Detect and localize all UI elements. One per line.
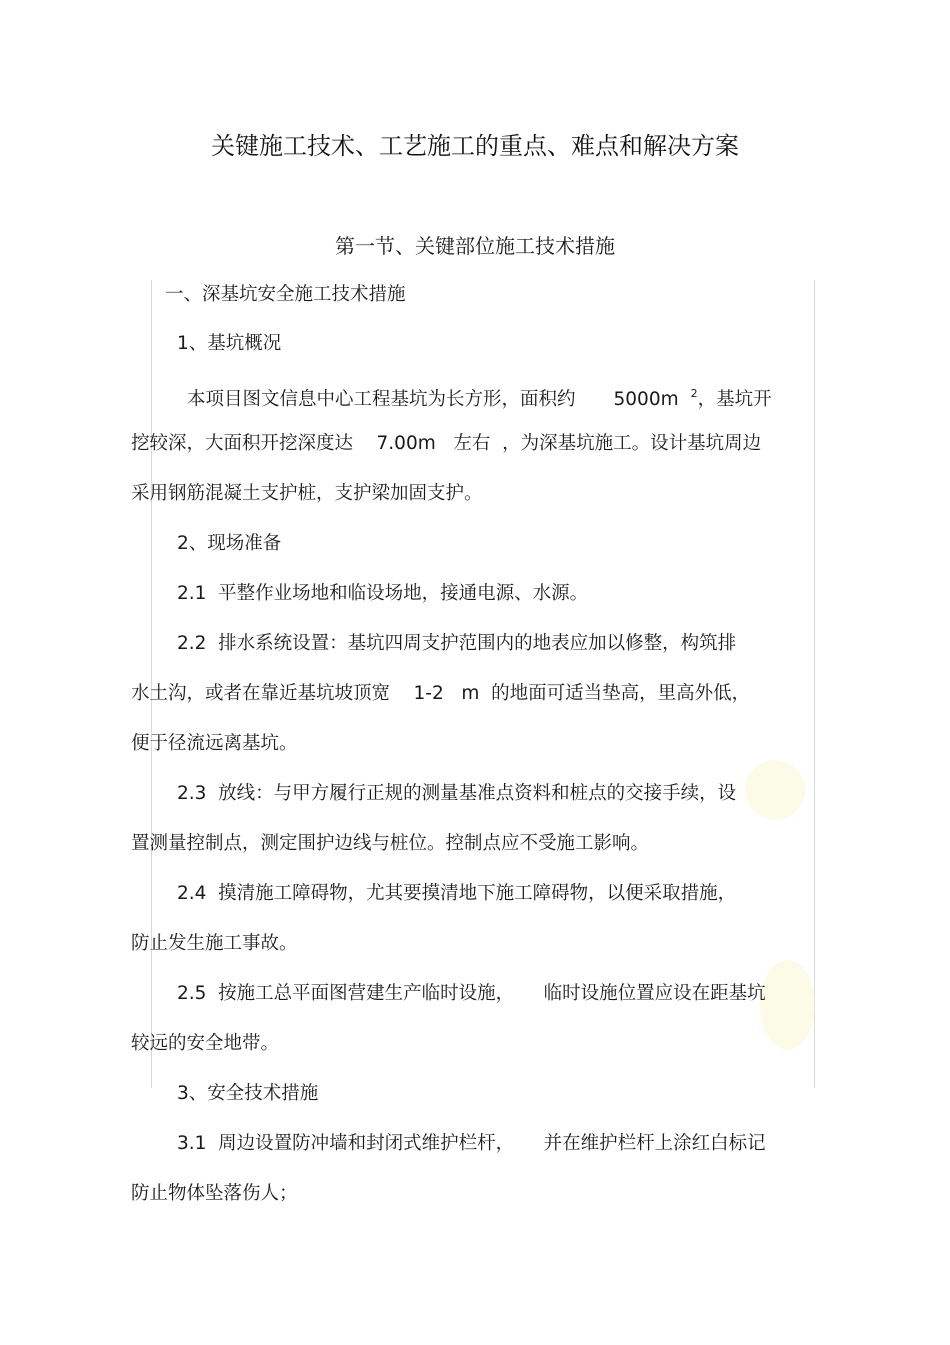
- paragraph-line: 2.2 排水系统设置：基坑四周支护范围内的地表应加以修整，构筑排: [177, 633, 737, 654]
- subheading-safety: 3、安全技术措施: [177, 1083, 319, 1104]
- paragraph-line: 3.1 周边设置防冲墙和封闭式维护栏杆， 并在维护栏杆上涂红白标记: [177, 1133, 766, 1154]
- superscript: 2: [690, 387, 698, 400]
- heading-deep-pit: 一、深基坑安全施工技术措施: [165, 284, 406, 305]
- watermark-spot: [760, 960, 815, 1050]
- paragraph-line: 2.3 放线：与甲方履行正规的测量基准点资料和桩点的交接手续，设: [177, 783, 737, 804]
- document-title: 关键施工技术、工艺施工的重点、难点和解决方案: [211, 132, 739, 160]
- paragraph-line: 防止物体坠落伤人；: [131, 1183, 298, 1204]
- subheading-pit-overview: 1、基坑概况: [177, 333, 282, 354]
- paragraph-line: 置测量控制点，测定围护边线与桩位。控制点应不受施工影响。: [131, 833, 650, 854]
- text-span: 5000m: [613, 389, 679, 410]
- text-span: ，基坑开: [697, 389, 772, 410]
- subheading-site-prep: 2、现场准备: [177, 533, 282, 554]
- paragraph-line: 挖较深，大面积开挖深度达 7.00m 左右 ，为深基坑施工。设计基坑周边: [131, 433, 762, 454]
- paragraph-line: 2.5 按施工总平面图营建生产临时设施， 临时设施位置应设在距基坑: [177, 983, 766, 1004]
- paragraph-line: 2.4 摸清施工障碍物，尤其要摸清地下施工障碍物，以便采取措施，: [177, 883, 737, 904]
- watermark-spot: [745, 760, 805, 820]
- text-span: 本项目图文信息中心工程基坑为长方形，面积约: [187, 389, 576, 410]
- section-title: 第一节、关键部位施工技术措施: [335, 234, 615, 258]
- paragraph-line: 防止发生施工事故。: [131, 933, 298, 954]
- paragraph-line: 水土沟，或者在靠近基坑坡顶宽 1-2 m 的地面可适当垫高，里高外低，: [131, 683, 751, 704]
- paragraph-line: [187, 380, 772, 414]
- paragraph-line: 采用钢筋混凝土支护桩，支护梁加固支护。: [131, 483, 483, 504]
- paragraph-line: 2.1 平整作业场地和临设场地，接通电源、水源。: [177, 583, 589, 604]
- paragraph-line: 较远的安全地带。: [131, 1033, 280, 1054]
- paragraph-line: 便于径流远离基坑。: [131, 733, 298, 754]
